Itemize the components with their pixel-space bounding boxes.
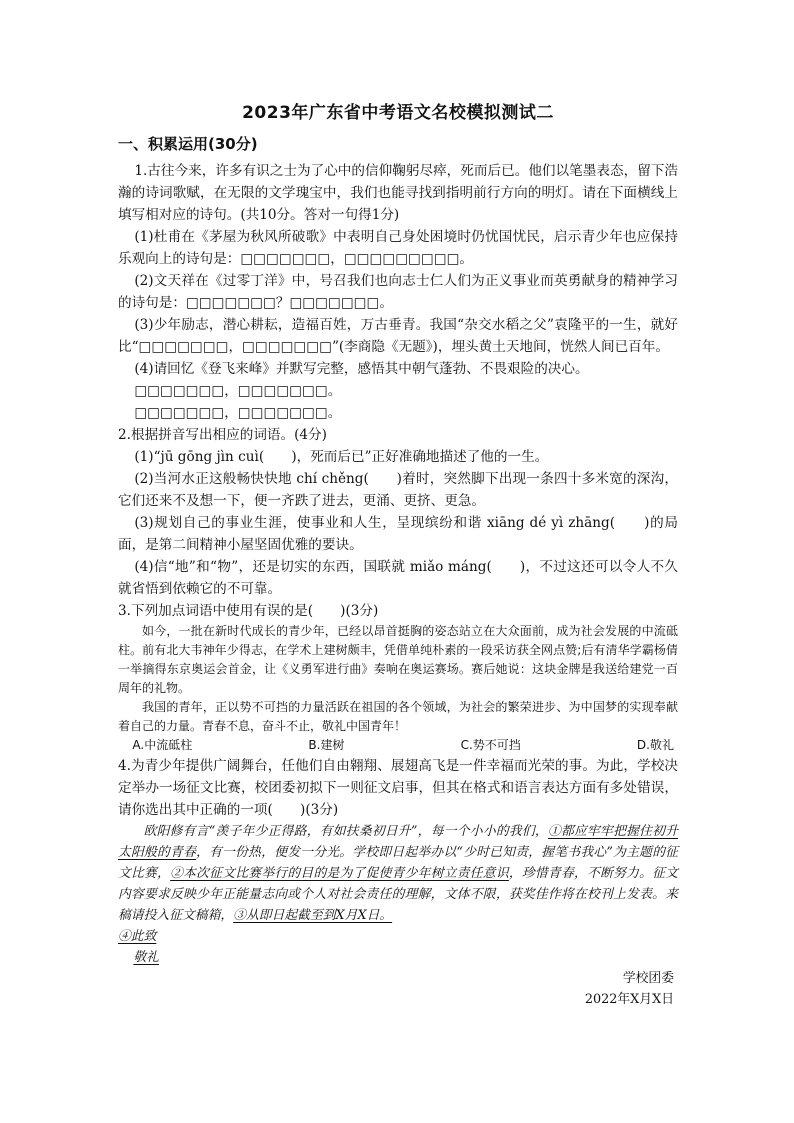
notice-underlined-2: ②本次征文比赛举行的目的是为了促使青少年树立责任意识 bbox=[170, 866, 509, 881]
q3-options bbox=[118, 736, 678, 755]
q3-option-a: A.中流砥柱 bbox=[132, 738, 193, 752]
q1-sub4: (4)请回忆《登飞来峰》并默写完整，感悟其中朝气蓬勃、不畏艰险的决心。 bbox=[134, 361, 589, 377]
notice-closing-2 bbox=[118, 947, 678, 968]
q4-intro: 4.为青少年提供广阔舞台，任他们自由翱翔、展翅高飞是一件幸福而光荣的事。为此，学校决定举办一场征文比赛，校团委初拟下一则征文启事，但其在格式和语言表达方面有多处错误，请你选出其中正确的一项( )(3分) bbox=[118, 758, 678, 818]
q2-sub3: (3)规划自己的事业生涯，使事业和人生，呈现缤纷和谐 xiāng dé yì zhāng( )的局面，是第二间精神小屋坚固优雅的要诀。 bbox=[118, 515, 678, 553]
q3-option-c: C.势不可挡 bbox=[460, 738, 521, 752]
notice-closing-1: ④此致 bbox=[118, 929, 157, 944]
notice-text-2: ，有一份热，便发一分光。学校即日起举办以“少时已知责，握笔书我心”为主题的征文比赛， bbox=[118, 845, 679, 881]
notice-text-1: 欧阳修有言“羡子年少正得路，有如扶桑初日升”，每一个小小的我们， bbox=[143, 824, 548, 839]
notice-signature: 学校团委 bbox=[622, 971, 674, 986]
q3-passage-para1: 如今，一批在新时代成长的青少年，已经以昂首挺胸的姿态站立在大众面前，成为社会发展的中流砥柱。前有北大韦神年少得志，在学术上建树颇丰，凭借单纯朴素的一段采访获全网点赞;后有清华学霸杨倩一举摘得东京奥运会首金，让《义勇军进行曲》奏响在奥运赛场。赛后她说：这块金牌是我送给建党一百周年的礼物。 bbox=[118, 624, 678, 695]
q3-intro: 3.下列加点词语中使用有误的是( )(3分) bbox=[118, 603, 379, 619]
notice-text-3: ，珍惜青春，不断努力。征文内容要求反映少年正能量志向或个人对社会责任的理解，文体不限，获奖佳作将在校刊上发表。来稿请投入征文稿箱， bbox=[118, 866, 679, 923]
notice-underlined-1: ①都应牢牢把握住初升太阳般的青春 bbox=[118, 824, 678, 860]
q3-option-d: D.敬礼 bbox=[636, 738, 674, 752]
notice-closing-2-text: 敬礼 bbox=[133, 950, 159, 965]
q1-sub3: (3)少年励志，潜心耕耘，造福百姓，万古垂青。我国“杂交水稻之父”袁隆平的一生，就好比“□□□□□□□，□□□□□□□”(李商隐《无题》)，埋头黄土天地间，恍然人间已百年。 bbox=[118, 317, 678, 355]
q3-option-b: B.建树 bbox=[308, 738, 345, 752]
q1-intro: 1.古往今来，许多有识之士为了心中的信仰鞠躬尽瘁，死而后已。他们以笔墨表态，留下浩瀚的诗词歌赋，在无限的文学瑰宝中，我们也能寻找到指明前行方向的明灯。请在下面横线上填写相对应的诗句。(共10分。答对一句得1分) bbox=[118, 163, 678, 223]
q2-intro: 2.根据拼音写出相应的词语。(4分) bbox=[118, 427, 327, 443]
q1-sub4-line2: □□□□□□□，□□□□□□□。 bbox=[134, 405, 342, 421]
q2-sub2: (2)当河水正这般畅快快地 chí chěng( )着时，突然脚下出现一条四十多米宽的深沟，它们还来不及想一下，便一齐跌了进去，更涌、更挤、更急。 bbox=[118, 471, 678, 509]
q1-sub2: (2)文天祥在《过零丁洋》中，号召我们也向志士仁人们为正义事业而英勇献身的精神学习的诗句是：□□□□□□□？□□□□□□□。 bbox=[118, 273, 678, 311]
page-title: 2023年广东省中考语文名校模拟测试二 bbox=[242, 103, 554, 123]
q1-sub1: (1)杜甫在《茅屋为秋风所破歌》中表明自己身处困境时仍忧国忧民，启示青少年也应保持乐观向上的诗句是：□□□□□□□，□□□□□□□□□。 bbox=[118, 229, 678, 267]
q2-sub1: (1)“jū gōng jìn cuì( )，死而后已”正好准确地描述了他的一生。 bbox=[134, 449, 549, 465]
notice-underlined-3: ③从即日起截至到X月X日。 bbox=[233, 908, 393, 923]
q4-notice-body bbox=[118, 821, 678, 926]
q2-sub4: (4)信“地”和“物”，还是切实的东西，国联就 miǎo máng( )，不过这还可以令人不久就省悟到依赖它的不可靠。 bbox=[118, 559, 678, 597]
q3-passage-para2: 我国的青年，正以势不可挡的力量活跃在祖国的各个领域，为社会的繁荣进步、为中国梦的实现奉献着自己的力量。青春不息，奋斗不止，敬礼中国青年！ bbox=[118, 700, 678, 733]
q1-sub4-line1: □□□□□□□，□□□□□□□。 bbox=[134, 383, 342, 399]
exam-page bbox=[118, 98, 678, 1010]
section-heading: 一、积累运用(30分) bbox=[118, 135, 258, 153]
notice-date: 2022年X月X日 bbox=[584, 992, 674, 1007]
